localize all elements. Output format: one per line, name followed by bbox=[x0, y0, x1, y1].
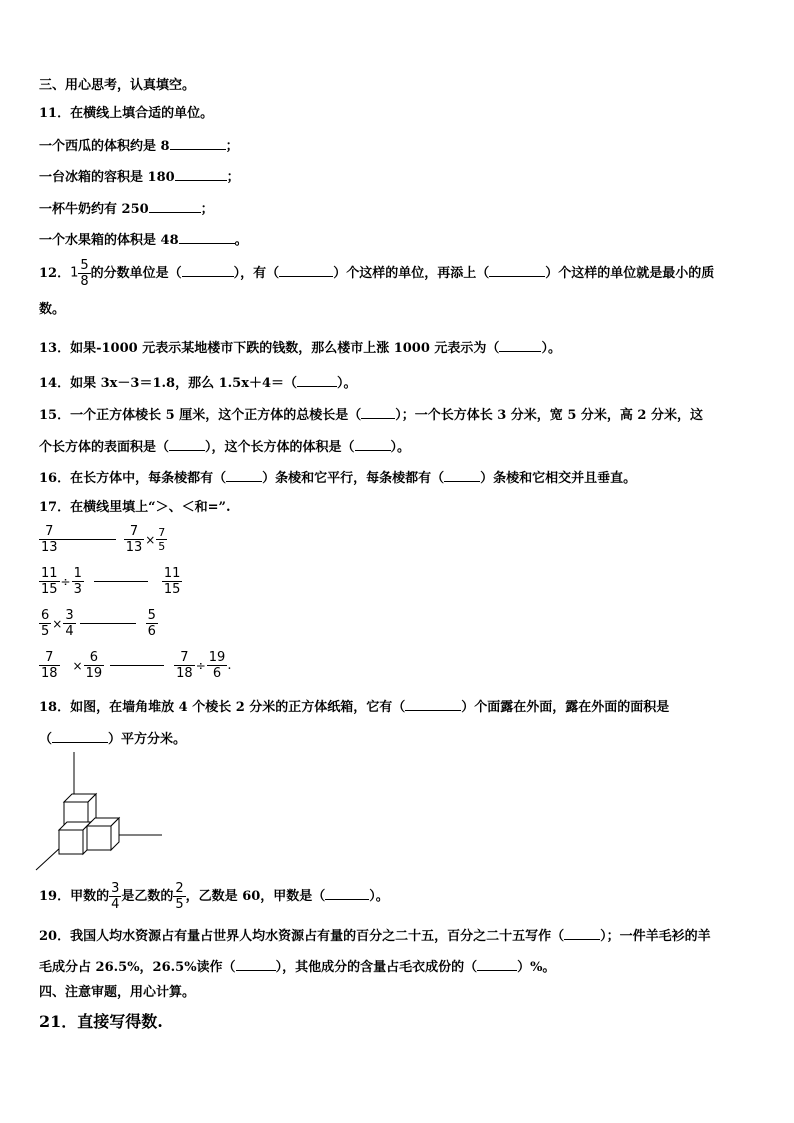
numerator: 7 bbox=[158, 526, 166, 539]
q14-end: ）。 bbox=[337, 376, 357, 391]
q11-line-2 bbox=[39, 168, 240, 186]
compare-blank[interactable] bbox=[80, 623, 136, 624]
q11-line-3 bbox=[39, 200, 214, 218]
numerator: 7 bbox=[45, 650, 54, 665]
denominator: 18 bbox=[41, 666, 58, 681]
q12-text-4: ）个这样的单位就是最小的质 bbox=[545, 266, 715, 281]
answer-blank[interactable] bbox=[297, 374, 337, 387]
fraction bbox=[156, 526, 167, 553]
divide-sign: ÷ bbox=[195, 658, 206, 673]
compare-blank[interactable] bbox=[60, 539, 116, 540]
denominator: 6 bbox=[147, 624, 156, 639]
numerator: 3 bbox=[111, 881, 120, 896]
fraction bbox=[146, 608, 158, 639]
multiply-sign: × bbox=[145, 532, 156, 547]
q15-line-2 bbox=[39, 438, 410, 456]
period: . bbox=[227, 658, 232, 673]
answer-blank[interactable] bbox=[182, 264, 234, 277]
q19 bbox=[39, 880, 389, 914]
answer-blank[interactable] bbox=[279, 264, 333, 277]
q20-text-1: 20．我国人均水资源占有量占世界人均水资源占有量的百分之二十五，百分之二十五写作（ bbox=[39, 929, 565, 944]
q12-line-1 bbox=[39, 258, 714, 289]
q15-text-1: 15．一个正方体棱长 5 厘米，这个正方体的总棱长是（ bbox=[39, 408, 362, 423]
q18-line-1 bbox=[39, 698, 669, 716]
q17-stem: 17．在横线里填上“＞、＜和=”. bbox=[39, 500, 231, 515]
answer-blank[interactable] bbox=[226, 469, 262, 482]
denominator: 15 bbox=[41, 582, 58, 597]
numerator: 5 bbox=[80, 258, 89, 273]
q18-line-2 bbox=[39, 730, 186, 748]
numerator: 1 bbox=[73, 566, 82, 581]
q13 bbox=[39, 339, 561, 357]
denominator: 13 bbox=[125, 540, 143, 555]
numerator: 11 bbox=[41, 566, 58, 581]
answer-blank[interactable] bbox=[489, 264, 545, 277]
answer-blank[interactable] bbox=[444, 469, 480, 482]
numerator: 11 bbox=[163, 566, 181, 581]
fraction bbox=[109, 881, 121, 912]
q11-line-4-text: 一个水果箱的体积是 48 bbox=[39, 233, 179, 248]
numerator: 19 bbox=[208, 650, 226, 665]
denominator: 4 bbox=[65, 624, 74, 639]
q17-row-1 bbox=[39, 524, 167, 555]
q21-stem: 21．直接写得数. bbox=[39, 1012, 163, 1031]
fraction bbox=[174, 650, 195, 681]
q15-text-5: ）。 bbox=[390, 440, 411, 455]
q12-text-1: 的分数单位是（ bbox=[90, 266, 182, 281]
q20-text-5: ）%。 bbox=[517, 960, 556, 975]
q17-row-3 bbox=[39, 608, 158, 639]
mixed-whole: 1 bbox=[70, 265, 79, 281]
compare-blank[interactable] bbox=[94, 581, 148, 582]
q11-line-1-text: 一个西瓜的体积约是 8 bbox=[39, 139, 170, 154]
denominator: 6 bbox=[207, 665, 228, 681]
answer-blank[interactable] bbox=[499, 339, 541, 352]
stacked-cubes-figure bbox=[30, 750, 170, 880]
fraction bbox=[124, 524, 145, 555]
q16-text-3: ）条棱和它相交并且垂直。 bbox=[480, 471, 637, 486]
q16 bbox=[39, 469, 636, 487]
fraction bbox=[39, 566, 60, 597]
q19-text-2: 是乙数的 bbox=[121, 889, 174, 904]
q12-text-3: ）个这样的单位，再添上（ bbox=[333, 266, 490, 281]
denominator: 18 bbox=[176, 666, 193, 681]
compare-blank[interactable] bbox=[110, 665, 164, 666]
multiply-sign: × bbox=[72, 658, 83, 673]
cube-bottom-left bbox=[59, 822, 91, 854]
answer-blank[interactable] bbox=[149, 200, 201, 213]
numerator: 7 bbox=[129, 524, 139, 539]
denominator: 13 bbox=[41, 540, 58, 555]
q11-line-2-end: ； bbox=[226, 170, 240, 185]
divide-sign: ÷ bbox=[60, 574, 71, 589]
q20-line-2 bbox=[39, 958, 555, 976]
fraction bbox=[63, 608, 75, 639]
fraction bbox=[39, 650, 60, 681]
fraction bbox=[162, 566, 183, 597]
numerator: 7 bbox=[180, 650, 189, 665]
q15-text-4: ），这个长方体的体积是（ bbox=[205, 440, 355, 455]
fraction bbox=[39, 524, 60, 555]
section-title-3: 三、用心思考，认真填空。 bbox=[39, 78, 196, 93]
numerator: 6 bbox=[89, 650, 99, 665]
q16-text-1: 16．在长方体中，每条棱都有（ bbox=[39, 471, 227, 486]
q11-line-4-end: 。 bbox=[234, 233, 248, 248]
q17-row-4 bbox=[39, 650, 231, 681]
answer-blank[interactable] bbox=[169, 438, 205, 451]
q14 bbox=[39, 374, 357, 392]
section-title-4: 四、注意审题，用心计算。 bbox=[39, 985, 196, 1000]
numerator: 2 bbox=[175, 881, 184, 896]
answer-blank[interactable] bbox=[405, 698, 461, 711]
answer-blank[interactable] bbox=[52, 730, 108, 743]
q18-text-1: 18．如图，在墙角堆放 4 个棱长 2 分米的正方体纸箱，它有（ bbox=[39, 700, 406, 715]
q12-line-2: 数。 bbox=[39, 302, 66, 317]
numerator: 5 bbox=[147, 608, 156, 623]
answer-blank[interactable] bbox=[325, 887, 369, 900]
denominator: 4 bbox=[111, 897, 120, 912]
denominator: 3 bbox=[73, 582, 82, 597]
q18-text-4: ）平方分米。 bbox=[108, 732, 187, 747]
fraction bbox=[39, 608, 51, 639]
q19-text-3: ，乙数是 60，甲数是（ bbox=[185, 889, 326, 904]
q19-text-4: ）。 bbox=[369, 889, 389, 904]
fraction bbox=[173, 881, 185, 912]
multiply-sign: × bbox=[52, 616, 63, 631]
denominator: 19 bbox=[85, 666, 103, 681]
q11-line-1-end: ； bbox=[225, 139, 239, 154]
q15-text-2: ）；一个长方体长 3 分米，宽 5 分米，高 2 分米，这 bbox=[395, 408, 703, 423]
q11-line-1 bbox=[39, 137, 239, 155]
cube-bottom-right bbox=[87, 818, 119, 850]
answer-blank[interactable] bbox=[170, 137, 226, 150]
answer-blank[interactable] bbox=[477, 958, 517, 971]
fraction bbox=[207, 650, 228, 681]
q11-line-2-text: 一台冰箱的容积是 180 bbox=[39, 170, 175, 185]
q11-line-4 bbox=[39, 231, 248, 249]
q12-number: 12． bbox=[39, 266, 71, 281]
numerator: 3 bbox=[65, 608, 74, 623]
answer-blank[interactable] bbox=[236, 958, 276, 971]
fraction bbox=[78, 258, 90, 289]
q13-text: 13．如果-1000 元表示某地楼市下跌的钱数，那么楼市上涨 1000 元表示为（ bbox=[39, 341, 500, 356]
q11-stem: 11．在横线上填合适的单位。 bbox=[39, 106, 214, 121]
answer-blank[interactable] bbox=[179, 231, 235, 244]
q19-text-1: 19．甲数的 bbox=[39, 889, 110, 904]
denominator: 5 bbox=[41, 624, 50, 639]
q17-row-2 bbox=[39, 566, 182, 597]
q20-text-2: ）；一件羊毛衫的羊 bbox=[600, 929, 711, 944]
q14-text: 14．如果 3x－3＝1.8，那么 1.5x＋4＝（ bbox=[39, 376, 298, 391]
numerator: 7 bbox=[45, 524, 54, 539]
numerator: 6 bbox=[41, 608, 50, 623]
q20-text-3: 毛成分占 26.5%，26.5%读作（ bbox=[39, 960, 236, 975]
q11-line-3-end: ； bbox=[200, 202, 214, 217]
fraction bbox=[72, 566, 84, 597]
q16-text-2: ）条棱和它平行，每条棱都有（ bbox=[262, 471, 445, 486]
q15-line-1 bbox=[39, 406, 703, 424]
q18-text-3: （ bbox=[39, 732, 53, 747]
denominator: 5 bbox=[158, 540, 166, 553]
denominator: 8 bbox=[80, 274, 89, 289]
answer-blank[interactable] bbox=[564, 927, 600, 940]
answer-blank[interactable] bbox=[355, 438, 391, 451]
q15-text-3: 个长方体的表面积是（ bbox=[39, 440, 170, 455]
answer-blank[interactable] bbox=[361, 406, 395, 419]
denominator: 15 bbox=[163, 582, 181, 597]
fraction bbox=[84, 650, 105, 681]
q11-line-3-text: 一杯牛奶约有 250 bbox=[39, 202, 149, 217]
answer-blank[interactable] bbox=[175, 168, 227, 181]
q12-text-2: ），有（ bbox=[233, 266, 280, 281]
q20-text-4: ），其他成分的含量占毛衣成份的（ bbox=[275, 960, 478, 975]
q13-end: ）。 bbox=[541, 341, 561, 356]
q20-line-1 bbox=[39, 927, 711, 945]
q18-text-2: ）个面露在外面，露在外面的面积是 bbox=[461, 700, 670, 715]
denominator: 5 bbox=[175, 897, 184, 912]
q12-mixed-number bbox=[70, 258, 91, 289]
